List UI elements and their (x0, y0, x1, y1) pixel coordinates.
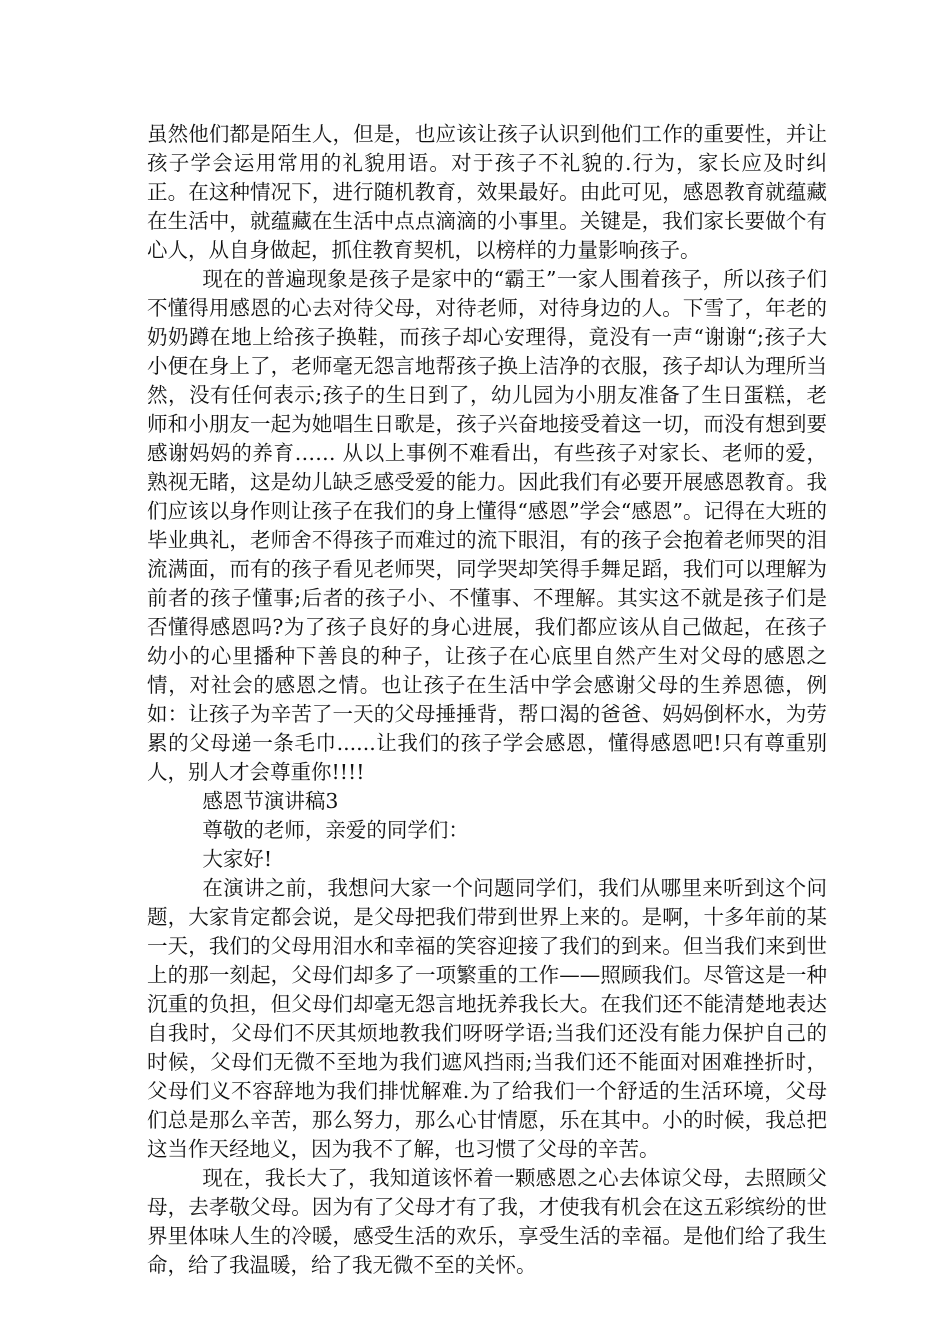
greeting: 大家好! (202, 847, 273, 871)
paragraph-3: 在演讲之前，我想问大家一个问题同学们，我们从哪里来听到这个问题，大家肯定都会说，是父母把我们带到世界上来的。是啊，十多年前的某一天，我们的父母用泪水和幸福的笑容迎接了我们的到来。但当我们来到世上的那一刻起，父母们却多了一项繁重的工作——照顾我们。尽管这是一种沉重的负担，但父母们却毫无怨言地抚养我长大。在我们还不能清楚地表达自我时，父母们不厌其烦地教我们呀呀学语;当我们还没有能力保护自己的时候，父母们无微不至地为我们遮风挡雨;当我们还不能面对困难挫折时，父母们义不容辞地为我们排忧解难.为了给我们一个舒适的生活环境，父母们总是那么辛苦，那么努力，那么心甘情愿，乐在其中。小的时候，我总把这当作天经地义，因为我不了解，也习惯了父母的辛苦。 (147, 876, 827, 1161)
document-body (147, 120, 827, 1280)
speech-title: 感恩节演讲稿3 (202, 789, 339, 813)
paragraph-4: 现在，我长大了，我知道该怀着一颗感恩之心去体谅父母，去照顾父母，去孝敬父母。因为有了父母才有了我，才使我有机会在这五彩缤纷的世界里体味人生的冷暖，感受生活的欢乐，享受生活的幸福。是他们给了我生命，给了我温暖，给了我无微不至的关怀。 (147, 1166, 827, 1277)
salutation: 尊敬的老师，亲爱的同学们： (202, 818, 469, 842)
paragraph-1: 虽然他们都是陌生人，但是，也应该让孩子认识到他们工作的重要性，并让孩子学会运用常用的礼貌用语。对于孩子不礼貌的.行为，家长应及时纠正。在这种情况下，进行随机教育，效果最好。由此可见，感恩教育就蕴藏在生活中，就蕴藏在生活中点点滴滴的小事里。关键是，我们家长要做个有心人，从自身做起，抓住教育契机，以榜样的力量影响孩子。 (147, 122, 827, 262)
paragraph-2: 现在的普遍现象是孩子是家中的“霸王”一家人围着孩子，所以孩子们不懂得用感恩的心去对待父母，对待老师，对待身边的人。下雪了，年老的奶奶蹲在地上给孩子换鞋，而孩子却心安理得，竟没有一声“谢谢“;孩子大小便在身上了，老师毫无怨言地帮孩子换上洁净的衣服，孩子却认为理所当然，没有任何表示;孩子的生日到了，幼儿园为小朋友准备了生日蛋糕，老师和小朋友一起为她唱生日歌是，孩子兴奋地接受着这一切，而没有想到要感谢妈妈的养育…… 从以上事例不难看出，有些孩子对家长、老师的爱，熟视无睹，这是幼儿缺乏感受爱的能力。因此我们有必要开展感恩教育。我们应该以身作则让孩子在我们的身上懂得“感恩”学会“感恩”。记得在大班的毕业典礼，老师舍不得孩子而难过的流下眼泪，有的孩子会抱着老师哭的泪流满面，而有的孩子看见老师哭，同学哭却笑得手舞足蹈，我们可以理解为前者的孩子懂事;后者的孩子小、不懂事、不理解。其实这不就是孩子们是否懂得感恩吗?为了孩子良好的身心进展，我们都应该从自己做起，在孩子幼小的心里播种下善良的种子，让孩子在心底里自然产生对父母的感恩之情，对社会的感恩之情。也让孩子在生活中学会感谢父母的生养恩德，例如：让孩子为辛苦了一天的父母捶捶背，帮口渴的爸爸、妈妈倒杯水，为劳累的父母递一条毛巾......让我们的孩子学会感恩，懂得感恩吧!只有尊重别人，别人才会尊重你!!!! (147, 267, 827, 784)
